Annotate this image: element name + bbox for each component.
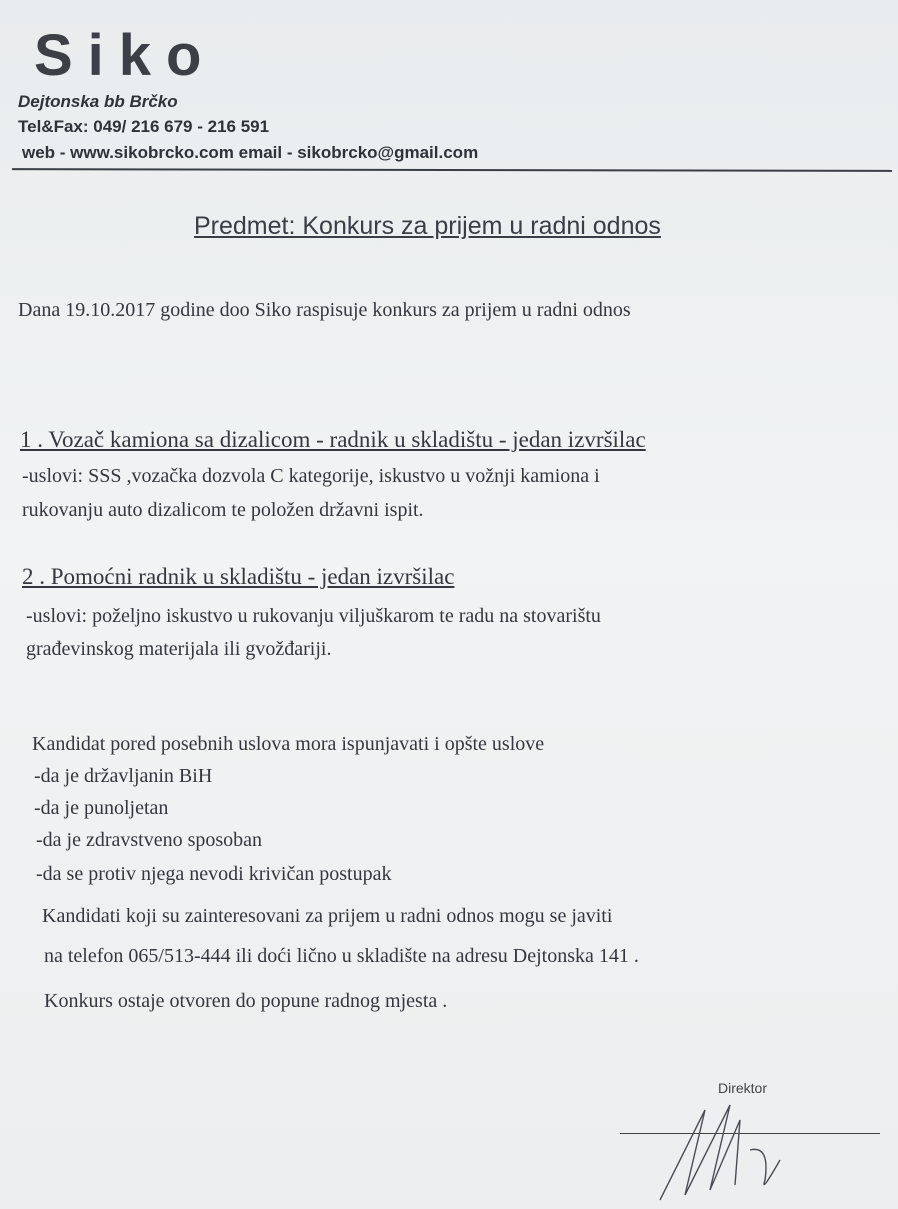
company-address: Dejtonska bb Brčko [18, 92, 178, 111]
position-2-conditions-line-2: građevinskog materijala ili gvožđariji. [26, 638, 332, 660]
header-divider [12, 168, 892, 172]
document-subject: Predmet: Konkurs za prijem u radni odnos [194, 212, 661, 240]
position-1-conditions-line-1: -uslovi: SSS ,vozačka dozvola C kategorije, iskustvo u vožnji kamiona i [22, 465, 600, 487]
general-condition-item: -da je zdravstveno sposoban [36, 829, 263, 851]
general-condition-item: -da je punoljetan [34, 797, 169, 819]
general-condition-item: -da se protiv njega nevodi krivičan postupak [36, 863, 392, 885]
position-1-conditions-line-2: rukovanju auto dizalicom te položen državni ispit. [22, 499, 424, 521]
company-web-email: web - www.sikobrcko.com email - sikobrcko@gmail.com [22, 143, 479, 162]
position-2-title: 2 . Pomoćni radnik u skladištu - jedan izvršilac [22, 564, 455, 589]
signature-label: Direktor [718, 1080, 768, 1096]
position-2-conditions-line-1: -uslovi: poželjno iskustvo u rukovanju viljuškarom te radu na stovarištu [26, 605, 601, 627]
company-logo: Siko [34, 23, 217, 88]
contact-line-1: Kandidati koji su zainteresovani za prijem u radni odnos mogu se javiti [42, 905, 613, 927]
contact-line-2: na telefon 065/513-444 ili doći lično u skladište na adresu Dejtonska 141 . [44, 945, 639, 967]
company-phone: Tel&Fax: 049/ 216 679 - 216 591 [18, 117, 270, 136]
intro-text: Dana 19.10.2017 godine doo Siko raspisuje konkurs za prijem u radni odnos [18, 299, 631, 321]
general-conditions-intro: Kandidat pored posebnih uslova mora ispunjavati i opšte uslove [32, 733, 545, 755]
position-1-title: 1 . Vozač kamiona sa dizalicom - radnik u skladištu - jedan izvršilac [20, 427, 646, 452]
closing-note: Konkurs ostaje otvoren do popune radnog mjesta . [44, 990, 448, 1012]
general-condition-item: -da je državljanin BiH [34, 765, 213, 787]
handwritten-signature [640, 1090, 820, 1205]
